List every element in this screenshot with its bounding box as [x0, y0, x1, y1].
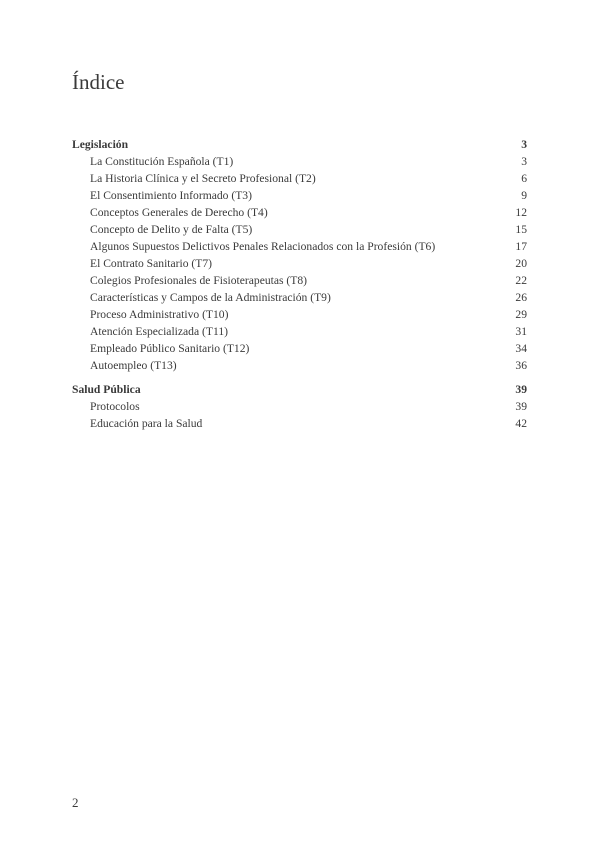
toc-page-number: 42 [515, 417, 527, 430]
toc-entry-label: Proceso Administrativo (T10) [90, 308, 229, 321]
toc-page-number: 12 [515, 206, 527, 219]
toc-page-number: 22 [515, 274, 527, 287]
page-number: 2 [72, 795, 79, 810]
toc-entry[interactable] [72, 204, 527, 221]
table-of-contents [72, 136, 527, 439]
toc-entry[interactable] [72, 272, 527, 289]
toc-entry-label: Protocolos [90, 400, 140, 413]
toc-section-legislacion [72, 136, 527, 374]
toc-entry[interactable] [72, 289, 527, 306]
toc-entry[interactable] [72, 323, 527, 340]
toc-entry[interactable] [72, 357, 527, 374]
toc-entry[interactable] [72, 238, 527, 255]
toc-entry-label: La Constitución Española (T1) [90, 155, 234, 168]
toc-page-number: 9 [521, 189, 527, 202]
toc-entry[interactable] [72, 153, 527, 170]
toc-entry[interactable] [72, 221, 527, 238]
toc-entry-label: Empleado Público Sanitario (T12) [90, 342, 250, 355]
toc-entry-label: La Historia Clínica y el Secreto Profesional (T2) [90, 172, 316, 185]
toc-page-number: 36 [515, 359, 527, 372]
toc-entry[interactable] [72, 306, 527, 323]
toc-entry-label: Concepto de Delito y de Falta (T5) [90, 223, 253, 236]
toc-entry[interactable] [72, 398, 527, 415]
toc-section-heading[interactable] [72, 136, 527, 153]
toc-page-number: 15 [515, 223, 527, 236]
toc-entry-label: El Contrato Sanitario (T7) [90, 257, 213, 270]
page-title: Índice [72, 70, 125, 94]
toc-entry[interactable] [72, 340, 527, 357]
toc-entry-label: Algunos Supuestos Delictivos Penales Relacionados con la Profesión (T6) [90, 240, 436, 253]
toc-page-number: 3 [521, 155, 527, 168]
toc-entry-label: Atención Especializada (T11) [90, 325, 228, 338]
toc-page-number: 34 [515, 342, 527, 355]
toc-entry[interactable] [72, 255, 527, 272]
toc-entry[interactable] [72, 187, 527, 204]
toc-page-number: 6 [521, 172, 527, 185]
toc-section-label: Legislación [72, 138, 129, 151]
toc-section-label: Salud Pública [72, 383, 141, 396]
toc-page-number: 31 [515, 325, 527, 338]
toc-entry-label: El Consentimiento Informado (T3) [90, 189, 252, 202]
toc-section-heading[interactable] [72, 381, 527, 398]
toc-entry-label: Conceptos Generales de Derecho (T4) [90, 206, 268, 219]
toc-page-number: 39 [515, 400, 527, 413]
toc-page-number: 26 [515, 291, 527, 304]
toc-page-number: 39 [515, 383, 527, 396]
toc-entry[interactable] [72, 415, 527, 432]
toc-entry-label: Autoempleo (T13) [90, 359, 177, 372]
toc-page-number: 3 [521, 138, 527, 151]
toc-entry[interactable] [72, 170, 527, 187]
toc-page-number: 17 [515, 240, 527, 253]
toc-entry-label: Características y Campos de la Administración (T9) [90, 291, 331, 304]
toc-page-number: 29 [515, 308, 527, 321]
toc-section-salud-publica [72, 381, 527, 432]
toc-entry-label: Colegios Profesionales de Fisioterapeutas (T8) [90, 274, 308, 287]
toc-page-number: 20 [515, 257, 527, 270]
toc-entry-label: Educación para la Salud [90, 417, 203, 430]
